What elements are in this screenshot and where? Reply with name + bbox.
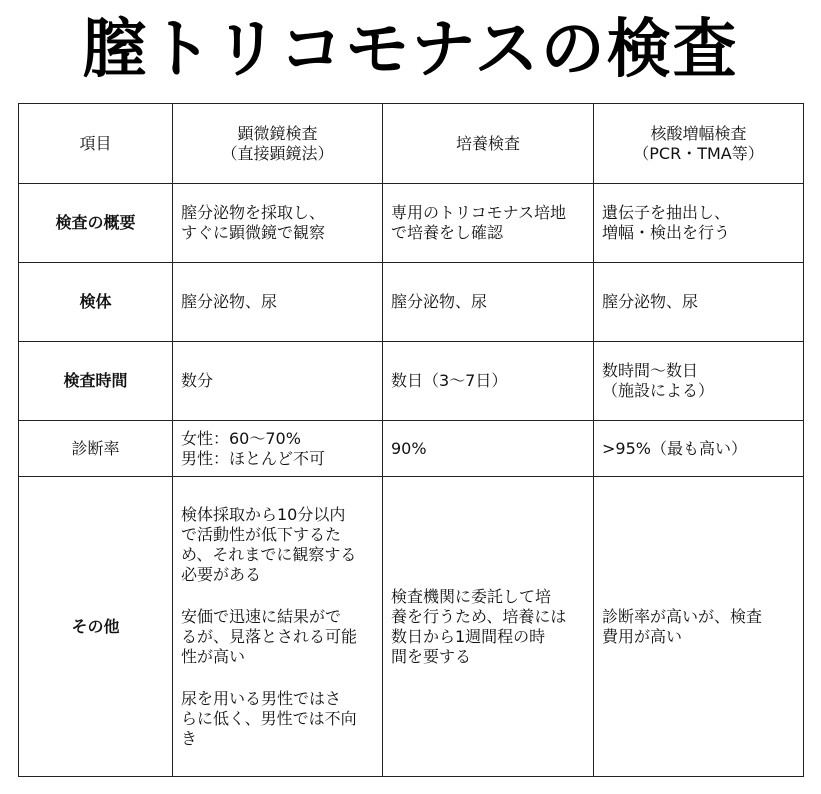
other-microscopy-p2-line3: 性が高い [181,646,246,666]
overview-culture [383,184,594,263]
specimen-naat: 膣分泌物、尿 [594,263,804,342]
row-time-label: 検査時間 [19,342,173,421]
overview-culture-line2: で培養をし確認 [391,223,504,242]
other-microscopy-p1-line4: 必要がある [181,564,262,584]
specimen-microscopy: 膣分泌物、尿 [173,263,383,342]
header-naat-line2: （PCR・TMA等） [633,143,764,163]
rate-microscopy-line2: 男性：ほとんど不可 [181,448,326,468]
paragraph-gap [181,667,374,689]
overview-microscopy-line1: 膣分泌物を採取し、 [181,203,326,222]
other-microscopy-p1-line2: で活動性が低下するた [181,524,342,544]
other-microscopy-p2-line2: るが、見落とされる可能 [181,626,358,646]
comparison-table [18,103,804,777]
overview-naat [594,184,804,263]
rate-naat: >95%（最も高い） [594,421,804,477]
row-time [19,342,804,421]
rate-microscopy [173,421,383,477]
row-specimen [19,263,804,342]
time-microscopy: 数分 [173,342,383,421]
other-microscopy-p3-line1: 尿を用いる男性ではさ [181,688,342,708]
row-overview [19,184,804,263]
header-item-label: 項目 [79,133,112,153]
overview-naat-line1: 遺伝子を抽出し、 [602,203,731,222]
other-microscopy-p3-line3: き [181,728,198,748]
header-microscopy [173,104,383,184]
other-microscopy-p2-line1: 安価で迅速に結果がで [181,606,342,626]
other-culture-line1: 検査機関に委託して培 [391,586,552,606]
other-naat-line1: 診断率が高いが、検査 [602,606,763,626]
time-naat-line1: 数時間〜数日 [602,361,699,380]
other-culture-line3: 数日から1週間程の時 [391,626,546,646]
other-culture-line2: 養を行うため、培養には [391,606,567,626]
row-other [19,477,804,777]
row-overview-label: 検査の概要 [19,184,173,263]
other-culture-line4: 間を要する [391,646,472,666]
page-title: 膣トリコモナスの検査 [82,13,739,87]
other-microscopy-p1-line3: め、それまでに観察する [181,544,357,564]
row-specimen-label: 検体 [19,263,173,342]
overview-culture-line1: 専用のトリコモナス培地 [391,203,567,222]
specimen-culture: 膣分泌物、尿 [383,263,594,342]
other-microscopy-p3-line2: らに低く、男性では不向 [181,708,357,728]
header-naat [594,104,804,184]
time-naat-line2: （施設による） [602,381,715,400]
other-naat-line2: 費用が高い [602,626,683,646]
row-rate-label: 診断率 [19,421,173,477]
header-culture-label: 培養検査 [455,133,520,153]
overview-naat-line2: 増幅・検出を行う [602,223,731,242]
time-culture: 数日（3〜7日） [383,342,594,421]
other-microscopy [173,477,383,777]
other-culture [383,477,594,777]
header-microscopy-line2: （直接顕鏡法） [221,143,334,163]
overview-microscopy-line2: すぐに顕微鏡で観察 [181,223,326,242]
other-microscopy-p1-line1: 検体採取から10分以内 [181,504,346,524]
overview-microscopy [173,184,383,263]
rate-culture: 90% [383,421,594,477]
paragraph-gap [181,585,374,607]
row-rate [19,421,804,477]
rate-microscopy-line1: 女性：60〜70% [181,428,301,448]
header-item [19,104,173,184]
time-naat [594,342,804,421]
header-microscopy-line1: 顕微鏡検査 [237,123,318,143]
header-row [19,104,804,184]
row-other-label: その他 [19,477,173,777]
header-culture [383,104,594,184]
header-naat-line1: 核酸増幅検査 [650,123,747,143]
other-naat [594,477,804,777]
